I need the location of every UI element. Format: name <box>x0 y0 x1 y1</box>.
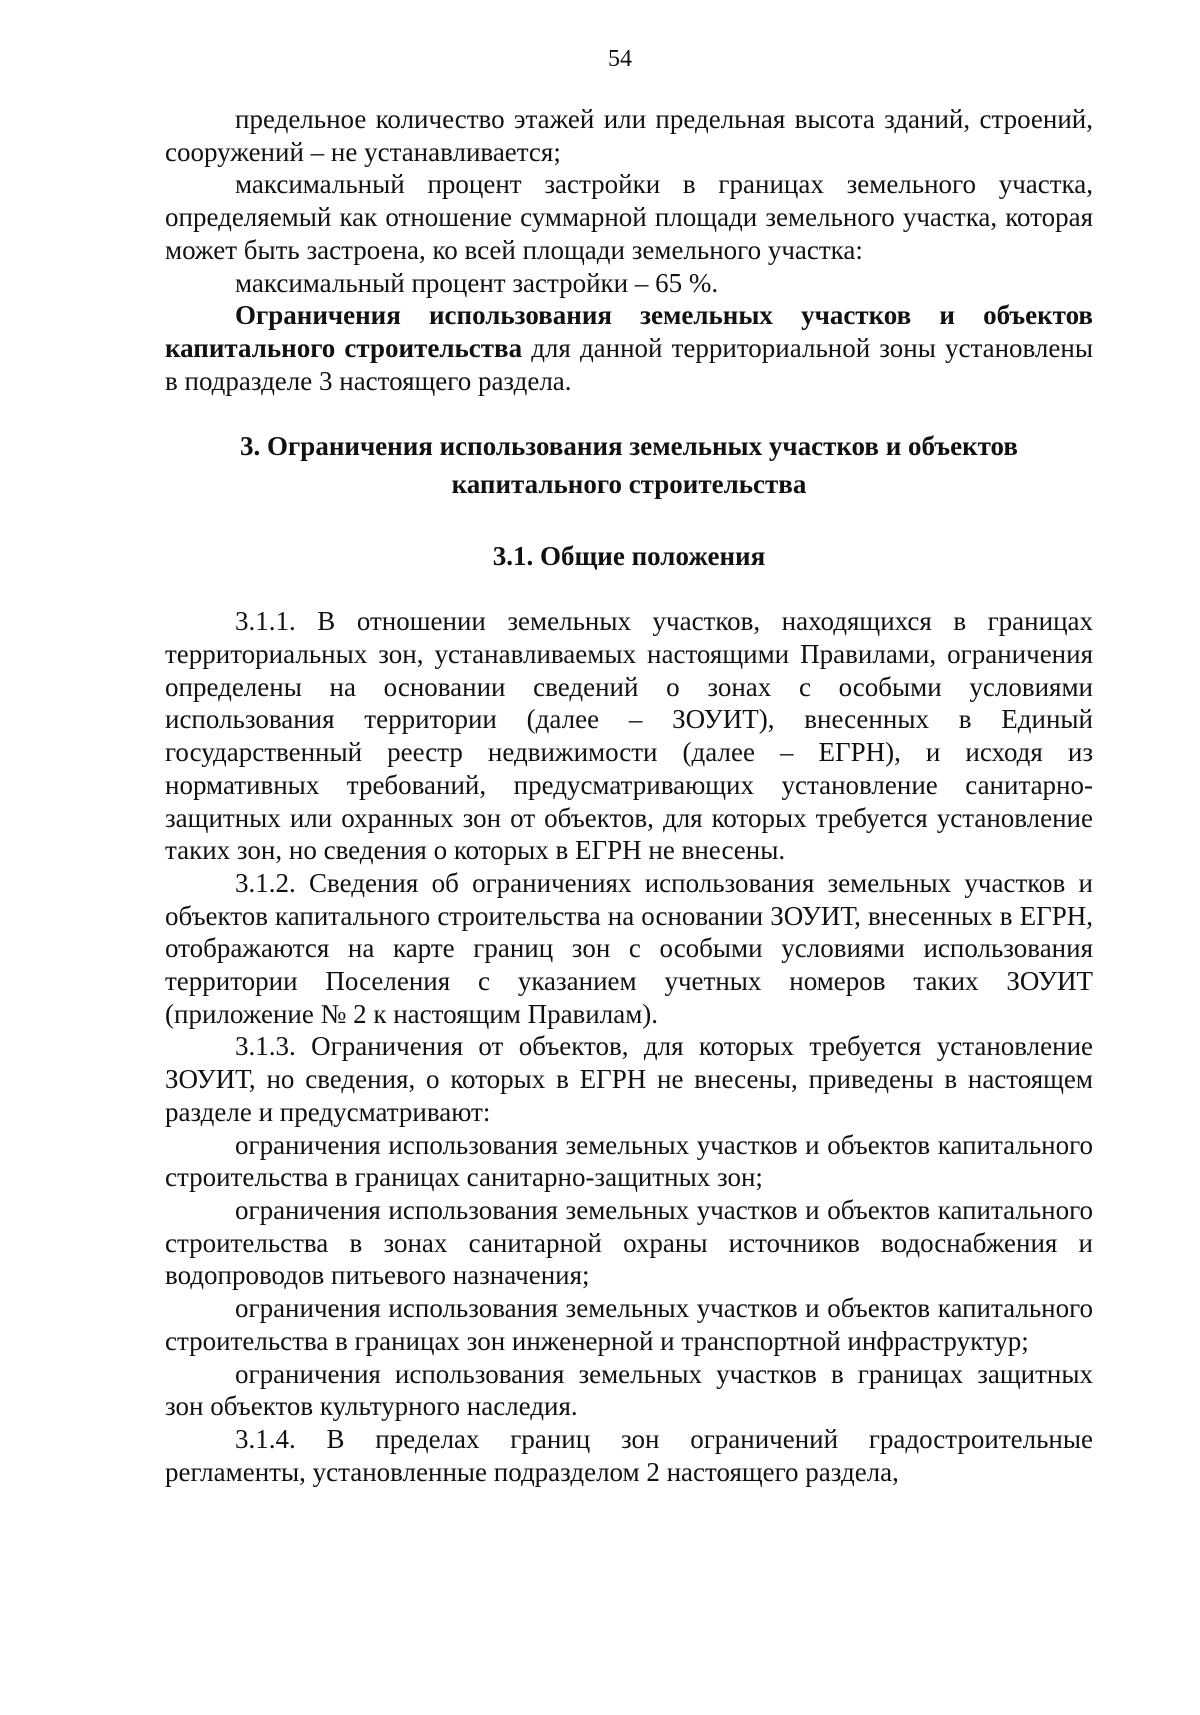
restriction-note-bold: Ограничения использования земельных участков и объектов капитального строительства <box>165 300 1093 363</box>
paragraph-3-1-4: 3.1.4. В пределах границ зон ограничений градостроительные регламенты, установленные подразделом 2 настоящего раздела, <box>165 1423 1093 1487</box>
paragraph-floors: предельное количество этажей или предельная высота зданий, строений, сооружений – не устанавливается; <box>165 104 1093 167</box>
section-heading <box>165 427 1093 503</box>
restriction-note-rest: для данной территориальной зоны установлены в подразделе 3 настоящего раздела. <box>165 332 1093 396</box>
section-heading-line2: капитального строительства <box>451 469 807 500</box>
paragraph-3-1-1: 3.1.1. В отношении земельных участков, находящихся в границах территориальных зон, устанавливаемых настоящими Правилами, ограничения определены на основании сведений о зонах с особыми условиями использования территории (далее – ЗОУИТ), внесенных в Единый государственный реестр недвижимости (далее – ЕГРН), и исходя из нормативных требований, предусматривающих установление санитарно-защитных или охранных зон от объектов, для которых требуется установление таких зон, но сведения о которых в ЕГРН не внесены. <box>165 606 1093 866</box>
list-item-sanitary-zones: ограничения использования земельных участков и объектов капитального строительства в границах санитарно-защитных зон; <box>165 1129 1093 1193</box>
subsection-heading: 3.1. Общие положения <box>492 541 766 572</box>
document-body <box>165 103 1093 1488</box>
paragraph-restriction-note <box>165 299 1093 397</box>
paragraph-building-percent-value: максимальный процент застройки – 65 %. <box>235 267 719 298</box>
list-item-water-protection-zones: ограничения использования земельных участков и объектов капитального строительства в зонах санитарной охраны источников водоснабжения и водопроводов питьевого назначения; <box>165 1194 1093 1291</box>
paragraph-3-1-2: 3.1.2. Сведения об ограничениях использования земельных участков и объектов капитального строительства на основании ЗОУИТ, внесенных в ЕГРН, отображаются на карте границ зон с особыми условиями использования территории Поселения с указанием учетных номеров таких ЗОУИТ (приложение № 2 к настоящим Правилам). <box>165 867 1093 1029</box>
paragraph-3-1-3: 3.1.3. Ограничения от объектов, для которых требуется установление ЗОУИТ, но сведения, о которых в ЕГРН не внесены, приведены в настоящем разделе и предусматривают: <box>165 1031 1093 1127</box>
list-item-infrastructure-zones: ограничения использования земельных участков и объектов капитального строительства в границах зон инженерной и транспортной инфраструктур; <box>165 1293 1093 1356</box>
page-number: 54 <box>608 46 632 72</box>
section-heading-line1: 3. Ограничения использования земельных участков и объектов <box>240 431 1018 462</box>
paragraph-building-percent-definition: максимальный процент застройки в границах земельного участка, определяемый как отношение суммарной площади земельного участка, которая может быть застроена, ко всей площади земельного участка: <box>165 169 1093 265</box>
list-item-heritage-zones: ограничения использования земельных участков в границах защитных зон объектов культурного наследия. <box>165 1358 1093 1422</box>
